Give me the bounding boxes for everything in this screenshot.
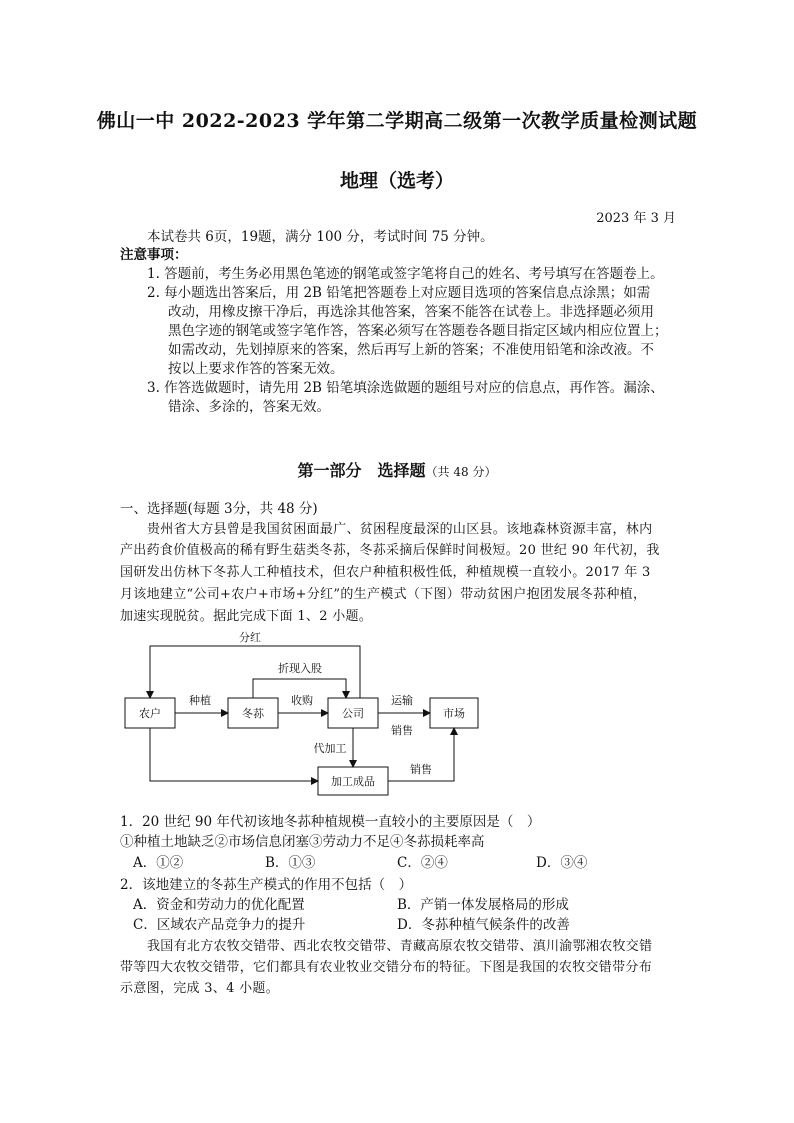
exam-date: 2023 年 3 月 [596, 211, 676, 226]
notice-heading: 注意事项： [120, 247, 188, 263]
production-model-diagram [110, 628, 510, 798]
label-purchase: 收购 [291, 694, 313, 707]
notice-line: 2. 每小题选出答案后，用 2B 铅笔把答题卷上对应题目选项的答案信息点涂黑；如需 [147, 285, 651, 301]
passage-line: 加速实现脱贫。据此完成下面 1、2 小题。 [120, 609, 373, 624]
passage-line: 示意图，完成 3、4 小题。 [120, 981, 280, 996]
notice-line: 按以上要求作答的答案无效。 [168, 361, 344, 377]
passage-line: 我国有北方农牧交错带、西北农牧交错带、青藏高原农牧交错带、滇川渝鄂湘农牧交错 [147, 939, 653, 954]
node-farmer: 农户 [139, 707, 161, 720]
notice-line: 1. 答题前，考生务必用黑色笔迹的钢笔或签字笔将自己的姓名、考号填写在答题卷上。 [147, 266, 664, 282]
label-sales-1: 销售 [391, 724, 413, 737]
node-company: 公司 [342, 707, 364, 720]
notice-line: 错涂、多涂的，答案无效。 [168, 399, 330, 415]
question-2-stem: 2．该地建立的冬荪生产模式的作用不包括（ ） [120, 877, 413, 893]
question-1-option-b: B．①③ [265, 855, 316, 871]
part-title-text: 第一部分 选择题 [297, 461, 426, 480]
part-title [0, 458, 794, 481]
passage-line: 产出药食价值极高的稀有野生菇类冬荪，冬荪采摘后保鲜时间极短。20 世纪 90 年代初，我 [120, 543, 660, 558]
passage-line: 带等四大农牧交错带，它们都具有农业牧业交错分布的特征。下图是我国的农牧交错带分布 [120, 960, 653, 975]
node-processed: 加工成品 [331, 775, 375, 788]
label-sales-2: 销售 [410, 763, 432, 776]
label-transport: 运输 [391, 694, 413, 707]
node-dongsun: 冬荪 [242, 707, 264, 720]
question-2-option-d: D．冬荪种植气候条件的改善 [397, 917, 570, 933]
passage-line: 国研发出仿林下冬荪人工种植技术，但农户种植积极性低，种植规模一直较小。2017 年 3 [120, 565, 651, 580]
intro-text: 本试卷共 6页，19题，满分 100 分，考试时间 75 分钟。 [147, 229, 494, 245]
passage-line: 贵州省大方县曾是我国贫困面最广、贫困程度最深的山区县。该地森林资源丰富，林内 [147, 522, 653, 537]
exam-subtitle: 地理（选考） [339, 170, 454, 192]
question-1-stem: 1．20 世纪 90 年代初该地冬荪种植规模一直较小的主要原因是（ ） [120, 814, 541, 830]
label-equity: 折现入股 [278, 662, 322, 675]
label-process: 代加工 [313, 742, 347, 755]
question-1-option-c: C．②④ [397, 855, 448, 871]
notice-line: 如需改动，先划掉原来的答案，然后再写上新的答案；不准使用铅笔和涂改液。不 [168, 342, 654, 358]
arrow-dividend [150, 646, 360, 698]
label-dividend: 分红 [239, 631, 261, 644]
question-2-option-c: C．区域农产品竞争力的提升 [133, 917, 306, 933]
notice-line: 改动，用橡皮擦干净后，再选涂其他答案，答案不能答在试卷上。非选择题必须用 [168, 304, 654, 320]
passage-line: 月该地建立“公司+农户+市场+分红”的生产模式（下图）带动贫困户抱团发展冬荪种植， [120, 587, 647, 602]
node-market: 市场 [443, 707, 465, 720]
notice-line: 黑色字迹的钢笔或签字笔作答，答案必须写在答题卷各题目指定区域内相应位置上； [168, 323, 668, 339]
question-1-option-a: A．①② [133, 855, 184, 871]
question-1-items: ①种植土地缺乏②市场信息闭塞③劳动力不足④冬荪损耗率高 [120, 834, 485, 850]
exam-title: 佛山一中 2022-2023 学年第二学期高二级第一次教学质量检测试题 [96, 110, 698, 132]
question-2-option-a: A．资金和劳动力的优化配置 [133, 897, 305, 913]
label-plant: 种植 [189, 694, 211, 707]
question-1-option-d: D．③④ [536, 855, 588, 871]
arrow-farmer-processed [150, 728, 318, 781]
section-heading: 一、选择题(每题 3分，共 48 分) [120, 501, 318, 517]
question-2-option-b: B．产销一体发展格局的形成 [397, 897, 569, 913]
part-title-note: （共 48 分） [425, 465, 497, 479]
notice-line: 3. 作答选做题时，请先用 2B 铅笔填涂选做题的题组号对应的信息点，再作答。漏涂、 [147, 380, 664, 396]
